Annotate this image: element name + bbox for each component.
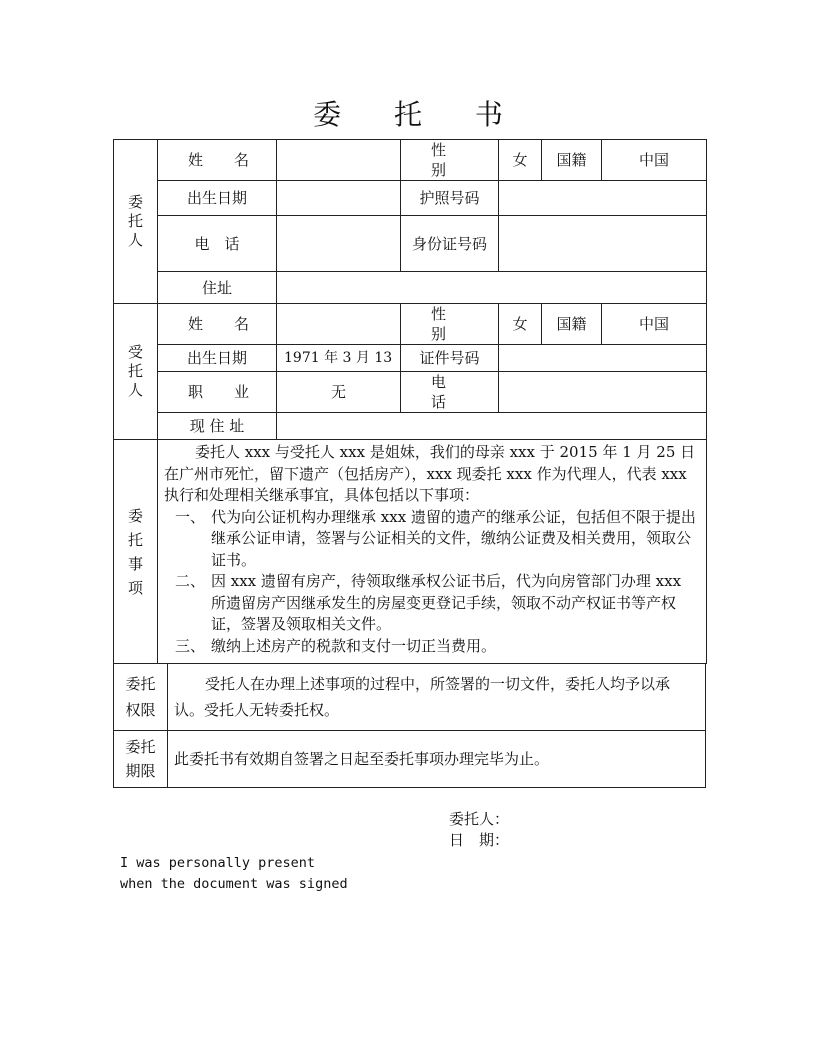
matters-item: 三、 缴纳上述房产的税款和支付一切正当费用。 — [175, 636, 497, 655]
principal-gender-label: 性 别 — [401, 140, 499, 181]
agent-cert-label: 证件号码 — [401, 345, 499, 372]
principal-name-label: 姓 名 — [158, 140, 277, 181]
principal-passport-value — [499, 181, 707, 216]
principal-nationality-value: 中国 — [602, 140, 707, 181]
principal-birth-value — [277, 181, 401, 216]
agent-job-value: 无 — [277, 372, 401, 413]
agent-phone-label: 电 话 — [401, 372, 499, 413]
principal-id-value — [499, 216, 707, 272]
agent-phone-value — [499, 372, 707, 413]
period-text: 此委托书有效期自签署之日起至委托事项办理完毕为止。 — [168, 731, 706, 788]
authority-text: 受托人在办理上述事项的过程中，所签署的一切文件，委托人均予以承认。受托人无转委托权。 — [168, 664, 706, 731]
signature-date-label: 日 期： — [449, 831, 510, 849]
principal-passport-label: 护照号码 — [401, 181, 499, 216]
matters-item: 一、 代为向公证机构办理继承 xxx 遗留的遗产的继承公证，包括但不限于提出继承公证申请，签署与公证相关的文件，缴纳公证费及相关费用，领取公证书。 — [175, 507, 696, 569]
matters-item: 二、 因 xxx 遗留有房产，待领取继承权公证书后，代为向房管部门办理 xxx 所遗留房产因继承发生的房屋变更登记手续，领取不动产权证书等产权证，签署及领取相关文件。 — [175, 572, 682, 633]
agent-gender-value: 女 — [499, 304, 542, 345]
agent-birth-value: 1971 年 3 月 13 — [277, 345, 401, 372]
agent-nationality-value: 中国 — [602, 304, 707, 345]
agent-name-value — [277, 304, 401, 345]
principal-phone-value — [277, 216, 401, 272]
authority-label: 委托权限 — [114, 664, 168, 731]
matters-content — [158, 440, 707, 664]
principal-nationality-label: 国籍 — [542, 140, 602, 181]
period-label: 委托期限 — [114, 731, 168, 788]
principal-name-value — [277, 140, 401, 181]
agent-address-label: 现 住 址 — [158, 413, 277, 440]
matters-intro: 委托人 xxx 与受托人 xxx 是姐妹，我们的母亲 xxx 于 2015 年 1 月 25 日在广州市死忙，留下遗产（包括房产），xxx 现委托 xxx 作为代理人，代表 xxx 执行和处理相关继承事宜，具体包括以下事项： — [164, 443, 696, 504]
principal-birth-label: 出生日期 — [158, 181, 277, 216]
signature-block — [449, 809, 706, 851]
principal-address-value — [277, 272, 707, 304]
agent-section-label: 受托人 — [114, 304, 158, 440]
agent-job-label: 职 业 — [158, 372, 277, 413]
principal-gender-value: 女 — [499, 140, 542, 181]
agent-nationality-label: 国籍 — [542, 304, 602, 345]
agent-gender-label: 性 别 — [401, 304, 499, 345]
agent-cert-value — [499, 345, 707, 372]
principal-section-label: 委托人 — [114, 140, 158, 304]
note-line-2: when the document was signed — [120, 876, 348, 892]
principal-id-label: 身份证号码 — [401, 216, 499, 272]
agent-address-value — [277, 413, 707, 440]
info-table — [113, 139, 707, 664]
authority-table — [113, 663, 706, 788]
presence-note — [120, 853, 706, 895]
note-line-1: I was personally present — [120, 855, 316, 871]
agent-name-label: 姓 名 — [158, 304, 277, 345]
signature-principal-label: 委托人： — [449, 810, 510, 828]
document-body — [113, 139, 706, 895]
matters-label: 委托事项 — [114, 440, 158, 664]
agent-birth-label: 出生日期 — [158, 345, 277, 372]
document-title: 委 托 书 — [313, 98, 525, 131]
principal-address-label: 住址 — [158, 272, 277, 304]
principal-phone-label: 电 话 — [158, 216, 277, 272]
